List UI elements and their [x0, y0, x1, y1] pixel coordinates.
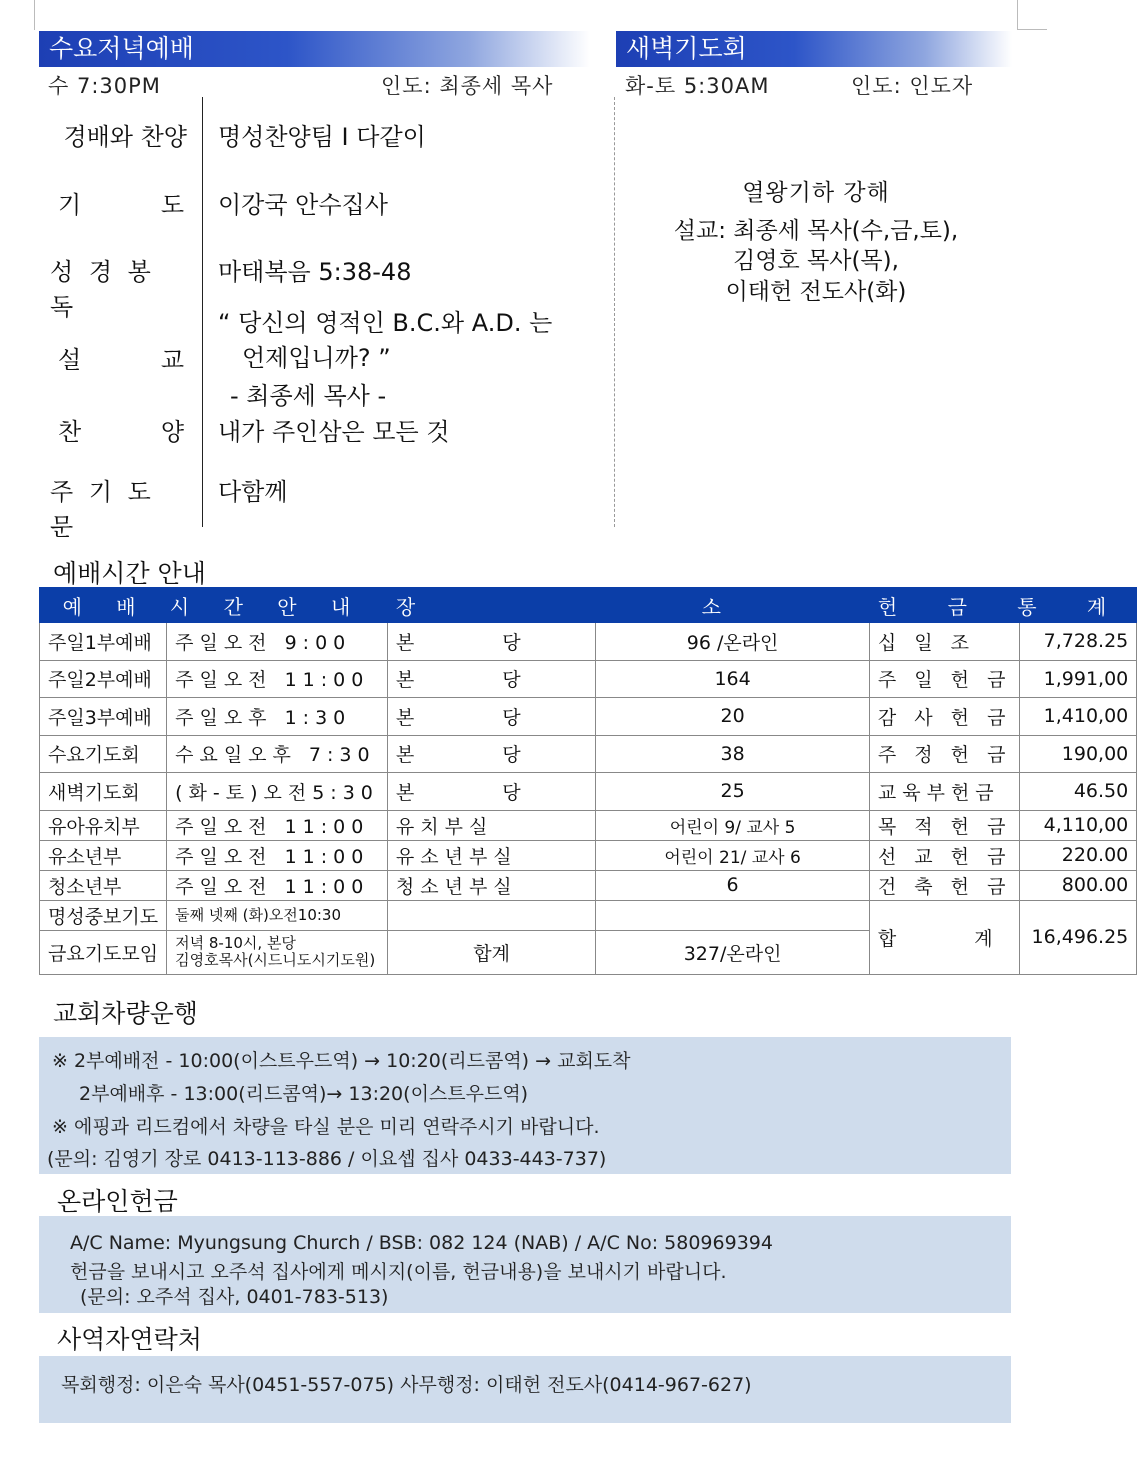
row-time-line2: 김영호목사(시드니도시기도원)	[175, 951, 376, 969]
row-place: 청소년부실	[387, 870, 595, 900]
row-place: 본 당	[387, 773, 595, 811]
order-label-text: 기 도	[58, 191, 184, 219]
total-count: 327/온라인	[596, 930, 870, 974]
order-label	[50, 185, 187, 220]
dawn-preacher-line3: 이태헌 전도사(화)	[725, 279, 907, 305]
row-name: 주일2부예배	[40, 660, 167, 698]
crop-mark-left	[34, 0, 35, 30]
order-label	[50, 340, 187, 375]
row-name: 주일1부예배	[40, 623, 167, 661]
row-count-empty	[596, 900, 870, 930]
order-label: 경배와 찬양	[63, 123, 187, 151]
row-name: 금요기도모임	[40, 930, 167, 974]
row-place: 본 당	[387, 623, 595, 661]
vehicle-line4: (문의: 김영기 장로 0413-113-886 / 이요셉 집사 0433-443-737)	[47, 1148, 607, 1170]
row-amount: 1,410,00	[1020, 698, 1137, 736]
table-row	[40, 660, 1137, 698]
order-label-text: 설 교	[58, 346, 184, 374]
order-value: 마태복음 5:38-48	[218, 258, 412, 286]
table-row	[40, 735, 1137, 773]
row-amount: 46.50	[1020, 773, 1137, 811]
row-time: 둘째 넷째 (화)오전10:30	[167, 900, 388, 930]
online-line3: (문의: 오주석 집사, 0401-783-513)	[80, 1286, 389, 1308]
crop-mark-right-horizontal	[1017, 29, 1047, 30]
row-count: 164	[596, 660, 870, 698]
order-value: 명성찬양팀 I 다같이	[218, 123, 426, 151]
row-time: 주일오전 11:00	[167, 660, 388, 698]
row-count: 25	[596, 773, 870, 811]
row-offering: 선 교 헌 금	[869, 840, 1020, 870]
row-time: 수요일오후 7:30	[167, 735, 388, 773]
dawn-time: 화-토 5:30AM	[625, 74, 770, 98]
row-place: 본 당	[387, 660, 595, 698]
online-box	[39, 1216, 1011, 1313]
order-label	[50, 412, 187, 447]
contacts-title: 사역자연락처	[57, 1325, 202, 1354]
row-time	[167, 930, 388, 974]
table-row	[40, 900, 1137, 930]
order-label: 성 경 봉 독	[50, 258, 155, 321]
row-time-line1: 저녁 8-10시, 본당	[175, 934, 296, 952]
dawn-leader: 인도: 인도자	[851, 74, 974, 98]
row-offering: 건 축 헌 금	[869, 870, 1020, 900]
contacts-box	[39, 1356, 1011, 1423]
table-row	[40, 840, 1137, 870]
row-count: 어린이 21/ 교사 6	[596, 840, 870, 870]
sum-label: 합 계	[869, 900, 1020, 974]
row-count: 38	[596, 735, 870, 773]
order-label: 주 기 도 문	[50, 478, 155, 541]
schedule-title: 예배시간 안내	[53, 559, 206, 588]
row-offering: 십 일 조	[869, 623, 1020, 661]
header-times: 예 배 시 간 안 내	[40, 588, 388, 623]
row-time: 주일오후 1:30	[167, 698, 388, 736]
order-value: 내가 주인삼은 모든 것	[218, 418, 450, 446]
table-row	[40, 698, 1137, 736]
sermon-preacher: - 최종세 목사 -	[230, 382, 387, 410]
row-place-empty	[387, 900, 595, 930]
order-divider	[202, 97, 203, 527]
vehicle-line1: ※ 2부예배전 - 10:00(이스트우드역) → 10:20(리드콤역) → 교회도착	[52, 1050, 631, 1072]
schedule-table	[39, 587, 1137, 975]
row-amount: 220.00	[1020, 840, 1137, 870]
row-amount: 7,728.25	[1020, 623, 1137, 661]
row-time: 주일오전 11:00	[167, 870, 388, 900]
dawn-title: 새벽기도회	[616, 31, 1012, 67]
row-place: 유소년부실	[387, 840, 595, 870]
row-name: 주일3부예배	[40, 698, 167, 736]
vehicle-line2: 2부예배후 - 13:00(리드콤역)→ 13:20(이스트우드역)	[79, 1083, 529, 1105]
order-label-text: 찬 양	[58, 418, 184, 446]
row-count: 6	[596, 870, 870, 900]
row-place: 본 당	[387, 735, 595, 773]
row-name: 새벽기도회	[40, 773, 167, 811]
row-offering: 주 정 헌 금	[869, 735, 1020, 773]
row-amount: 1,991,00	[1020, 660, 1137, 698]
row-time: 주일오전 11:00	[167, 840, 388, 870]
dawn-preacher-line1: 설교: 최종세 목사(수,금,토),	[673, 218, 959, 244]
row-count: 어린이 9/ 교사 5	[596, 810, 870, 840]
row-place: 본 당	[387, 698, 595, 736]
order-value: 다함께	[218, 478, 288, 506]
table-header-row	[40, 588, 1137, 623]
row-amount: 4,110,00	[1020, 810, 1137, 840]
header-place: 장 소	[387, 588, 869, 623]
row-offering: 교육부헌금	[869, 773, 1020, 811]
online-line2: 헌금을 보내시고 오주석 집사에게 메시지(이름, 헌금내용)을 보내시기 바랍니다.	[70, 1261, 727, 1283]
row-place: 유치부실	[387, 810, 595, 840]
contacts-line1: 목회행정: 이은숙 목사(0451-557-075) 사무행정: 이태헌 전도사(0414-967-627)	[61, 1374, 752, 1396]
table-row	[40, 810, 1137, 840]
order-value: 이강국 안수집사	[218, 191, 388, 219]
table-row	[40, 623, 1137, 661]
dawn-topic: 열왕기하 강해	[742, 180, 890, 206]
row-name: 유소년부	[40, 840, 167, 870]
row-amount: 190,00	[1020, 735, 1137, 773]
header-offering: 헌 금 통 계	[869, 588, 1136, 623]
total-label: 합계	[387, 930, 595, 974]
row-name: 수요기도회	[40, 735, 167, 773]
row-time: 주일오전 11:00	[167, 810, 388, 840]
row-amount: 800.00	[1020, 870, 1137, 900]
row-name: 명성중보기도	[40, 900, 167, 930]
column-divider	[614, 97, 615, 527]
table-row	[40, 870, 1137, 900]
row-offering: 감 사 헌 금	[869, 698, 1020, 736]
vehicle-title: 교회차량운행	[53, 999, 198, 1028]
table-row	[40, 773, 1137, 811]
row-name: 청소년부	[40, 870, 167, 900]
vehicle-line3: ※ 에핑과 리드컴에서 차량을 타실 분은 미리 연락주시기 바랍니다.	[52, 1116, 600, 1138]
wednesday-leader: 인도: 최종세 목사	[381, 74, 554, 98]
sum-amount: 16,496.25	[1020, 900, 1137, 974]
dawn-preacher-line2: 김영호 목사(목),	[733, 248, 899, 274]
row-time: (화-토)오전5:30	[167, 773, 388, 811]
online-line1: A/C Name: Myungsung Church / BSB: 082 124 (NAB) / A/C No: 580969394	[70, 1232, 773, 1254]
row-offering: 목 적 헌 금	[869, 810, 1020, 840]
row-name: 유아유치부	[40, 810, 167, 840]
row-time: 주일오전 9:00	[167, 623, 388, 661]
crop-mark-right	[1017, 0, 1018, 30]
row-offering: 주 일 헌 금	[869, 660, 1020, 698]
wednesday-time: 수 7:30PM	[48, 74, 161, 98]
wednesday-title: 수요저녁예배	[39, 31, 590, 67]
row-count: 20	[596, 698, 870, 736]
sermon-title-line2: 언제입니까? ”	[242, 344, 391, 372]
sermon-title-line1: “ 당신의 영적인 B.C.와 A.D. 는	[218, 309, 553, 337]
row-count: 96 /온라인	[596, 623, 870, 661]
vehicle-box	[39, 1037, 1011, 1174]
online-title: 온라인헌금	[57, 1187, 178, 1216]
